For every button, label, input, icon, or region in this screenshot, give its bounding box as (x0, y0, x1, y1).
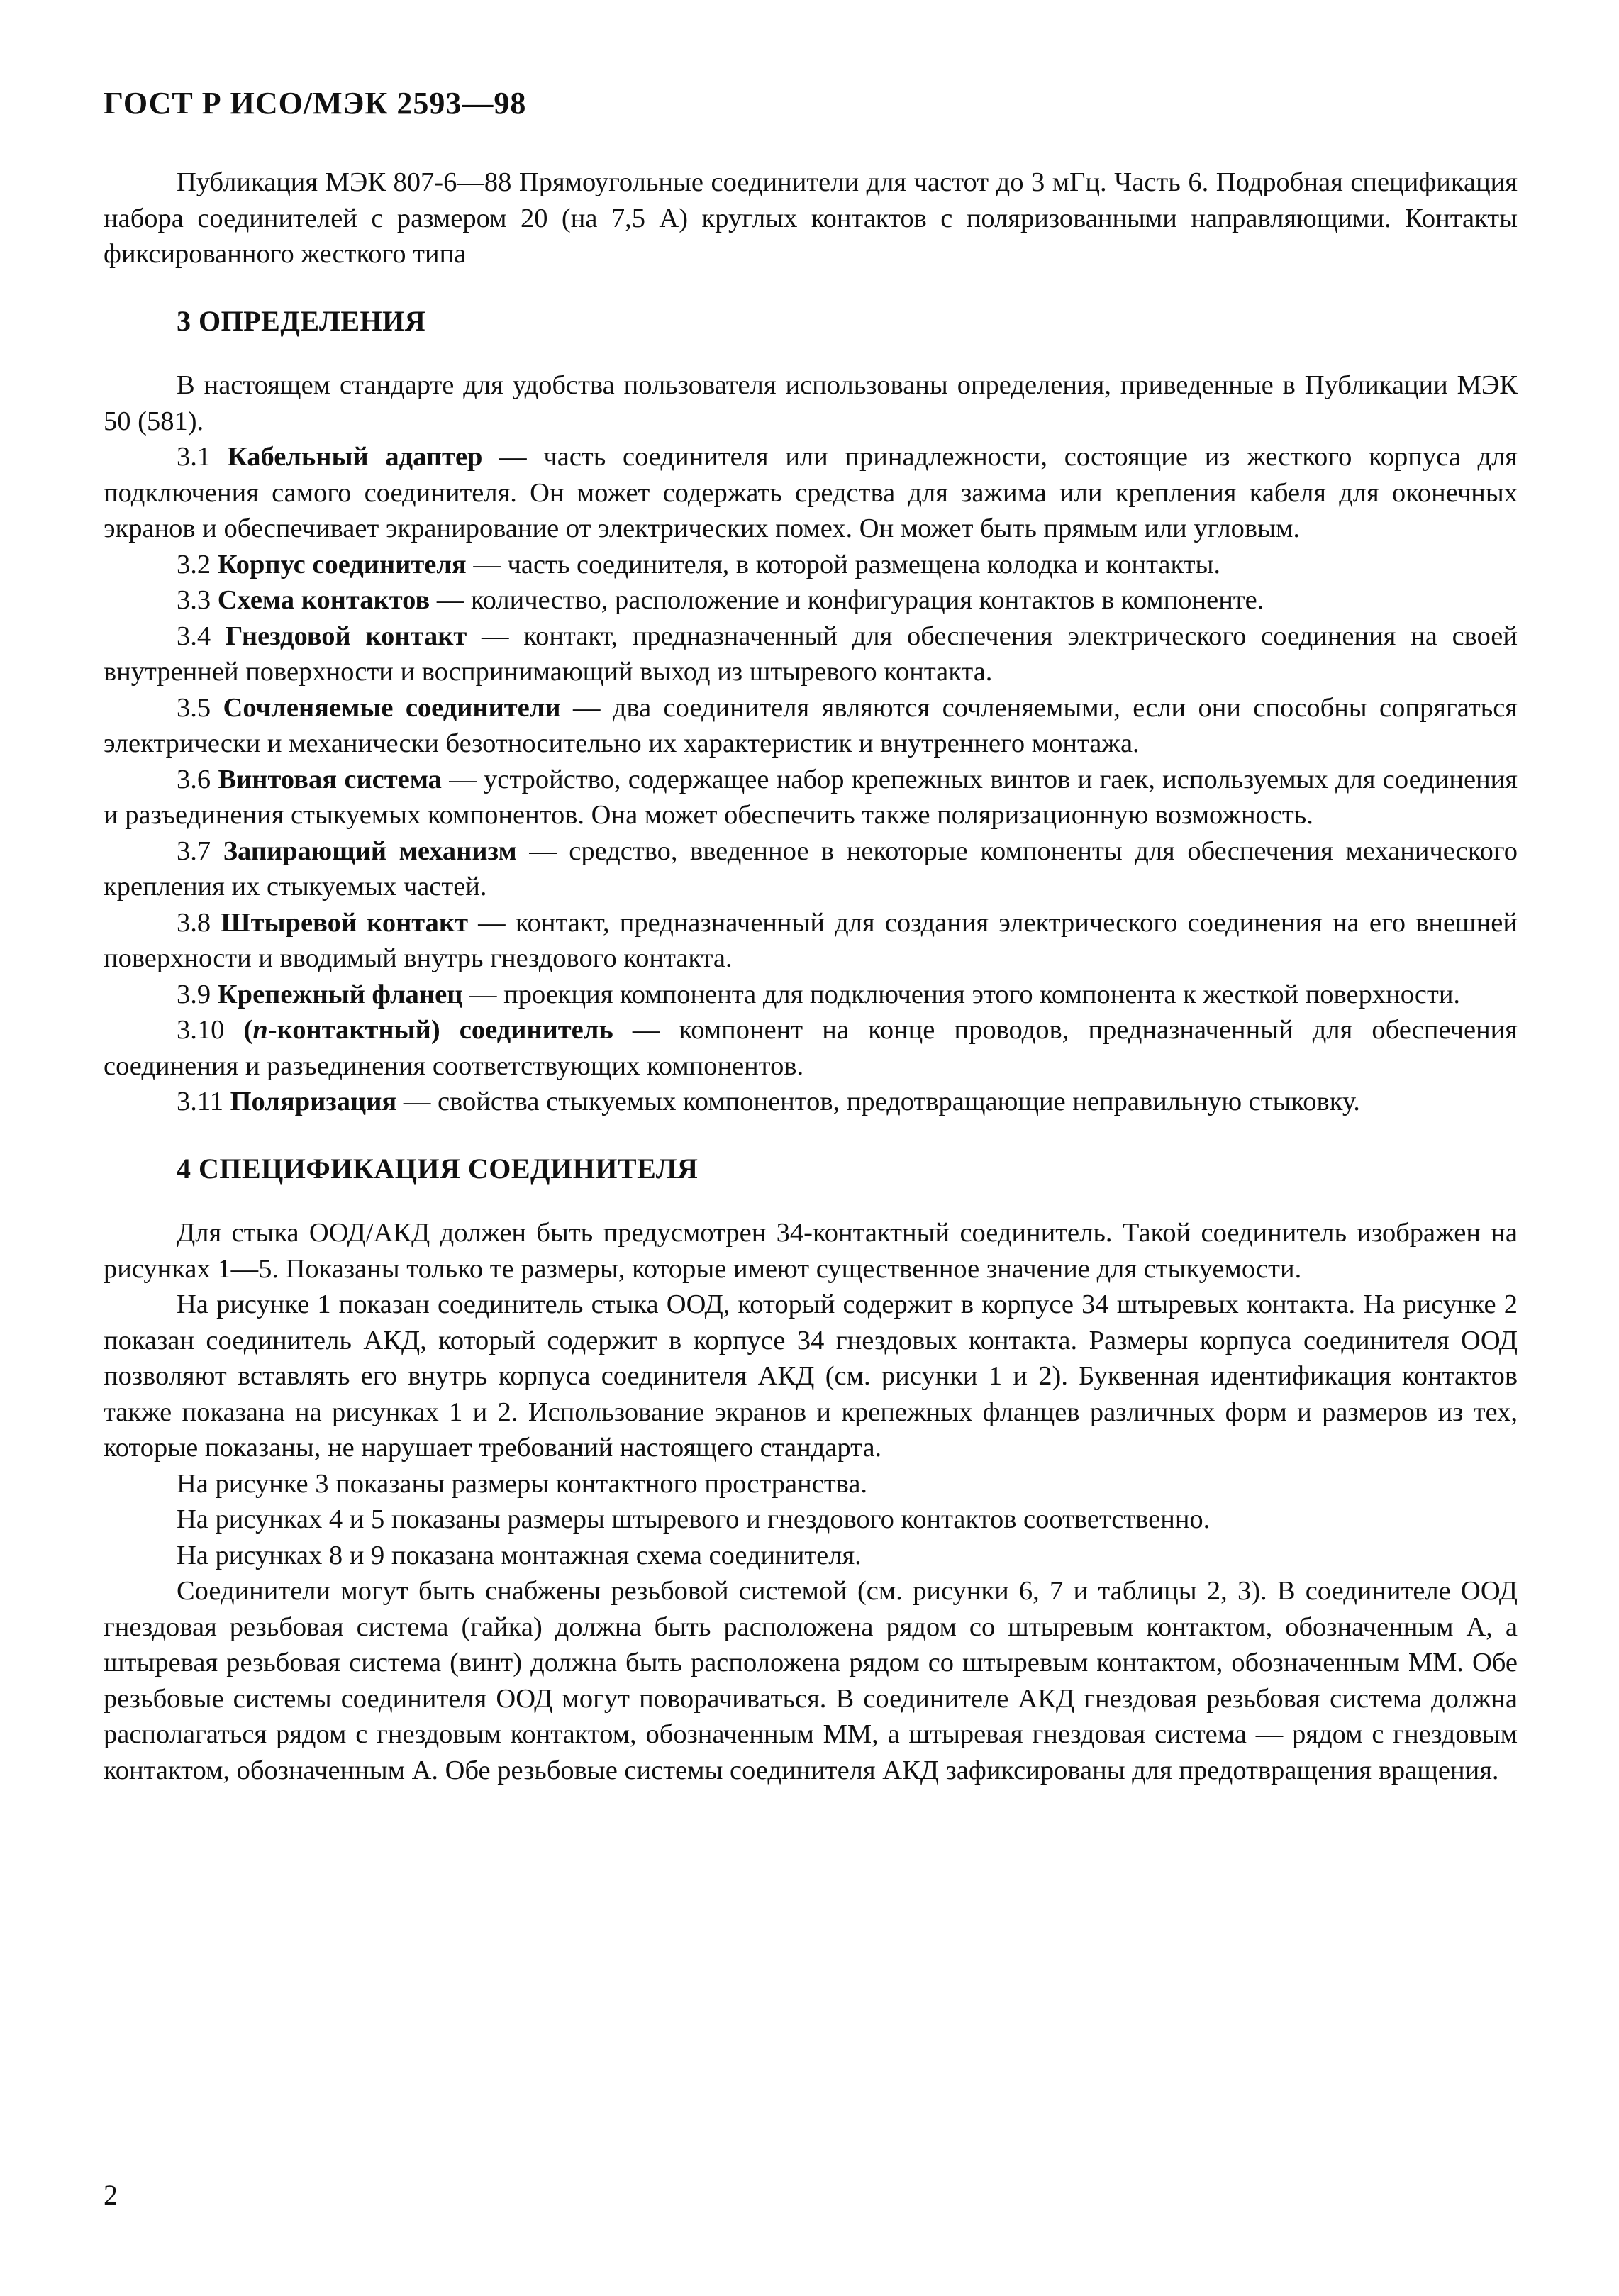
definition-3-5 (104, 690, 1518, 762)
definition-3-3 (104, 582, 1518, 619)
definition-term: Гнездовой контакт (225, 621, 467, 651)
definition-text: — контакт, предназначенный для обеспечения электрического соединения на своей внутренней поверхности и воспринимающий выход из штыревого контакта. (104, 621, 1518, 687)
definition-term-italic: n (252, 1015, 268, 1045)
definition-text: — свойства стыкуемых компонентов, предотвращающие неправильную стыковку. (396, 1087, 1360, 1116)
definition-text: — проекция компонента для подключения этого компонента к жесткой поверхности. (462, 979, 1461, 1009)
definition-number: 3.8 (177, 907, 221, 938)
spacer (104, 1187, 1518, 1215)
section-3-heading: 3 ОПРЕДЕЛЕНИЯ (177, 304, 426, 337)
document-body (104, 165, 1518, 1788)
section-4-heading: 4 СПЕЦИФИКАЦИЯ СОЕДИНИТЕЛЯ (177, 1152, 699, 1185)
definition-term: Поляризация (230, 1087, 397, 1116)
spacer (104, 339, 1518, 367)
running-head: ГОСТ Р ИСО/МЭК 2593—98 (104, 86, 527, 121)
reference-paragraph: Публикация МЭК 807-6—88 Прямоугольные соединители для частот до 3 мГц. Часть 6. Подробная спецификация набора соединителей с размером 20 (на 7,5 А) круглых контактов с поляризованными направляющими. Контакты фиксированного жесткого типа (104, 167, 1518, 269)
section-3-intro: В настоящем стандарте для удобства пользователя использованы определения, приведенные в Публикации МЭК 50 (581). (104, 370, 1518, 436)
definition-term: Сочленяемые соединители (223, 692, 561, 723)
definition-number: 3.10 (177, 1015, 244, 1045)
definition-term: Корпус соединителя (217, 549, 467, 579)
section-4-paragraph: На рисунке 3 показаны размеры контактного пространства. (177, 1468, 868, 1499)
definition-number: 3.3 (177, 585, 218, 615)
definition-term: Штыревой контакт (221, 907, 469, 938)
definition-3-11 (104, 1084, 1518, 1120)
definition-term-prefix: ( (243, 1015, 253, 1045)
page-number: 2 (104, 2179, 118, 2211)
definition-text: — компонент на конце проводов, предназначенный для обеспечения соединения и разъединения соответствующих компонентов. (104, 1015, 1518, 1081)
section-4-paragraph: На рисунках 8 и 9 показана монтажная схема соединителя. (177, 1540, 862, 1570)
definition-text: — часть соединителя, в которой размещена колодка и контакты. (466, 549, 1221, 579)
definition-text: — устройство, содержащее набор крепежных винтов и гаек, используемых для соединения и разъединения стыкуемых компонентов. Она может обеспечить также поляризационную возможность. (104, 764, 1518, 830)
definition-term: Винтовая система (218, 764, 442, 794)
definition-term: Запирающий механизм (223, 836, 517, 866)
definition-number: 3.1 (177, 442, 228, 472)
definition-3-1 (104, 439, 1518, 547)
definition-number: 3.2 (177, 549, 218, 579)
definition-term: Крепежный фланец (217, 979, 463, 1009)
definition-3-4 (104, 619, 1518, 690)
definition-3-9 (104, 977, 1518, 1013)
spacer (104, 272, 1518, 304)
definition-3-7 (104, 833, 1518, 905)
definition-term: Кабельный адаптер (227, 442, 483, 472)
definition-number: 3.7 (177, 836, 223, 866)
section-4-paragraph: Для стыка ООД/АКД должен быть предусмотрен 34-контактный соединитель. Такой соединитель изображен на рисунках 1—5. Показаны только те размеры, которые имеют существенное значение для стыкуемости. (104, 1218, 1518, 1284)
section-4-paragraph: Соединители могут быть снабжены резьбовой системой (см. рисунки 6, 7 и таблицы 2, 3). В соединителе ООД гнездовая резьбовая система (гайка) должна быть расположена рядом со штыревым контактом, обозначенным А, а штыревая резьбовая система (винт) должна быть расположена рядом со штыревым контактом, обозначенным ММ. Обе резьбовые системы соединителя ООД могут поворачиваться. В соединителе АКД гнездовая резьбовая система должна располагаться рядом с гнездовым контактом, обозначенным ММ, а штыревая гнездовая система — рядом с гнездовым контактом, обозначенным А. Обе резьбовые системы соединителя АКД зафиксированы для предотвращения вращения. (104, 1576, 1518, 1785)
definition-number: 3.5 (177, 692, 223, 723)
spacer (104, 1120, 1518, 1151)
section-4-paragraph: На рисунках 4 и 5 показаны размеры штыревого и гнездового контактов соответственно. (177, 1504, 1211, 1534)
definition-text: — контакт, предназначенный для создания электрического соединения на его внешней поверхности и вводимый внутрь гнездового контакта. (104, 907, 1518, 973)
definition-3-10 (104, 1012, 1518, 1084)
definition-term: -контактный) соединитель (267, 1015, 613, 1045)
definition-text: — часть соединителя или принадлежности, состоящие из жесткого корпуса для подключения самого соединителя. Он может содержать средства для зажима или крепления кабеля для оконечных экранов и обеспечивает экранирование от электрических помех. Он может быть прямым или угловым. (104, 442, 1518, 543)
definition-number: 3.4 (177, 621, 226, 651)
definition-text: — средство, введенное в некоторые компоненты для обеспечения механического крепления их стыкуемых частей. (104, 836, 1518, 902)
definition-text: — два соединителя являются сочленяемыми, если они способны сопрягаться электрически и механически безотносительно их характеристик и внутреннего монтажа. (104, 692, 1518, 758)
definition-3-6 (104, 762, 1518, 833)
definition-number: 3.11 (177, 1087, 230, 1116)
definition-3-2 (104, 547, 1518, 583)
definition-3-8 (104, 905, 1518, 977)
section-4-paragraph: На рисунке 1 показан соединитель стыка ООД, который содержит в корпусе 34 штыревых контакта. На рисунке 2 показан соединитель АКД, который содержит в корпусе 34 гнездовых контакта. Размеры корпуса соединителя ООД позволяют вставлять его внутрь корпуса соединителя АКД (см. рисунки 1 и 2). Буквенная идентификация контактов также показана на рисунках 1 и 2. Использование экранов и крепежных фланцев различных форм и размеров из тех, которые показаны, не нарушает требований настоящего стандарта. (104, 1290, 1518, 1463)
definition-text: — количество, расположение и конфигурация контактов в компоненте. (430, 585, 1264, 615)
definition-number: 3.9 (177, 979, 218, 1009)
definition-term: Схема контактов (217, 585, 430, 615)
definition-number: 3.6 (177, 764, 218, 794)
